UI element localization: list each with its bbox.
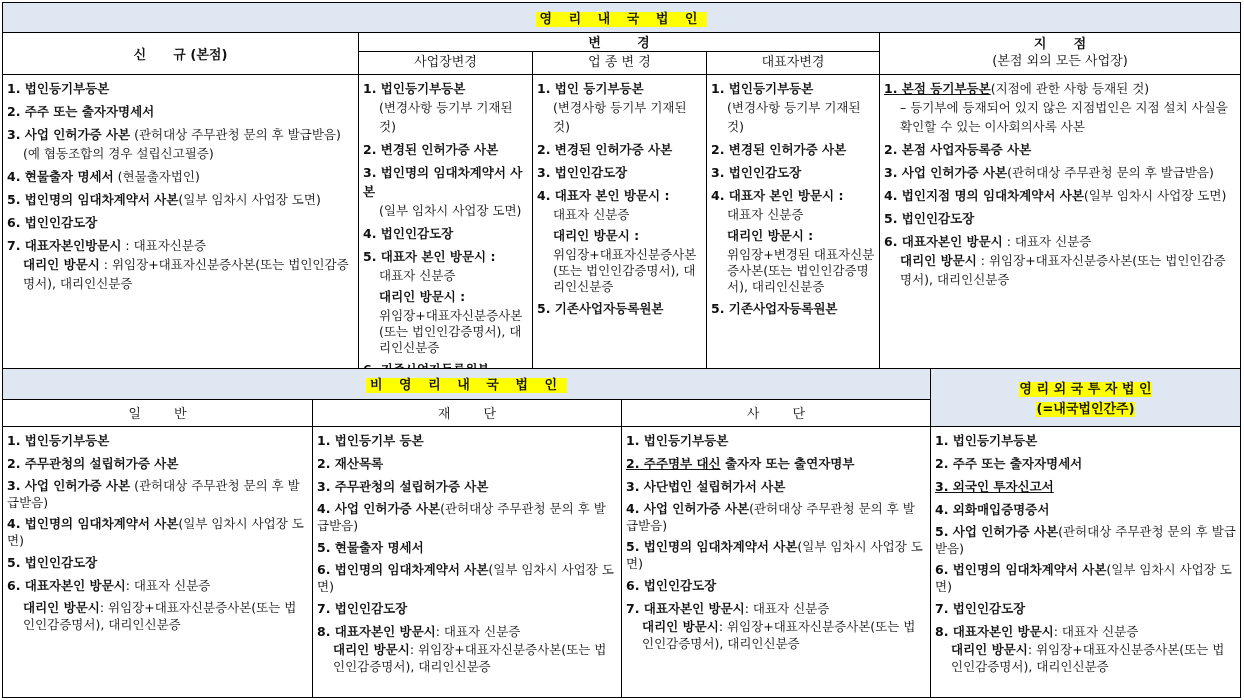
list-item: 4. 대표자 본인 방문시 :	[537, 188, 670, 203]
item-title: 6. 대표자본인 방문시	[884, 234, 1003, 249]
list-item	[884, 186, 1236, 205]
item-note: (지점에 관한 사항 등재된 것)	[990, 81, 1150, 96]
list-item	[317, 622, 617, 641]
item-note: (일부 임차시 사업장 도면)	[626, 539, 923, 571]
rep-change-label: 대표자변경	[761, 55, 825, 70]
list-item	[884, 163, 1236, 182]
list-note: 대리인 방문시 :	[727, 228, 814, 243]
item-title: 5. 법인명의 임대차계약서 사본	[626, 539, 798, 554]
item-note: : 대표자 신분증	[1053, 624, 1139, 639]
new-column	[2, 74, 359, 369]
list-item	[317, 561, 617, 595]
list-item: 2. 변경된 인허가증 사본	[537, 142, 673, 157]
bottom-title: 비 영 리 내 국 법 인	[366, 378, 567, 393]
list-item: 4. 외화매입증명증서	[935, 502, 1050, 517]
list-item	[884, 232, 1236, 251]
list-item: 3. 외국인 투자신고서	[935, 479, 1054, 494]
list-item: 1. 법인등기부등본	[363, 81, 466, 96]
list-item: 4. 대표자 본인 방문시 :	[711, 188, 844, 203]
list-note: (변경사항 등기부 기재된 것)	[727, 100, 861, 134]
item-title: 4. 법인지점 명의 임대차계약서 사본	[884, 188, 1084, 203]
list-note: 위임장+변경된 대표자신분증사본(또는 법인인감증명서), 대리인신분증	[727, 247, 875, 294]
change-header	[358, 32, 880, 52]
site-change-column	[358, 74, 533, 369]
list-note: 대표자 신분증	[553, 207, 630, 222]
list-item: 6. 법인인감도장	[7, 215, 98, 230]
list-note: 위임장+대표자신분증사본 (또는 법인인감증명서), 대리인신분증	[379, 308, 523, 355]
item-title: 4. 법인명의 임대차계약서 사본	[7, 516, 179, 531]
list-item	[7, 236, 354, 255]
list-item: 3. 법인인감도장	[711, 165, 802, 180]
item-title: 5. 사업 인허가증 사본	[935, 524, 1059, 539]
item-title: 7. 대표자본인방문시	[7, 238, 122, 253]
list-item	[626, 500, 926, 534]
list-note: 위임장+대표자신분증사본 (또는 법인인감증명서), 대리인신분증	[553, 247, 697, 294]
foundation-column	[312, 426, 622, 698]
list-item: 7. 법인인감도장	[317, 601, 408, 616]
list-item: 3. 법인인감도장	[537, 165, 628, 180]
branch-header	[879, 32, 1241, 75]
list-item: 5. 법인인감도장	[884, 211, 975, 226]
item-title: 대리인 방문시	[23, 257, 100, 272]
biz-change-header	[532, 51, 707, 75]
list-item: 3. 법인명의 임대차계약서 사본	[363, 165, 523, 199]
found-header	[312, 399, 622, 427]
list-item: 2. 본점 사업자등록증 사본	[884, 142, 1032, 157]
item-note: (관허대상 주무관청 문의 후 발급받음)	[7, 478, 300, 510]
new-header	[2, 32, 359, 75]
assoc-header	[621, 399, 931, 427]
item-note: (관허대상 주무관청 문의 후 발급받음)	[1007, 165, 1214, 180]
item-note: : 위임장+대표자신분증사본(또는 법인인감증명서), 대리인신분증	[333, 642, 607, 674]
foreign-title-text: 영 리 외 국 투 자 법 인	[1019, 382, 1152, 397]
list-item	[935, 561, 1236, 595]
item-note: (일부 임차시 사업장 도면)	[7, 516, 304, 548]
list-item: 5. 법인인감도장	[7, 555, 98, 570]
item-title: 4. 사업 인허가증 사본	[626, 501, 750, 516]
list-item: 1. 법인등기부등본	[7, 81, 110, 96]
list-item	[935, 622, 1236, 641]
list-item	[626, 454, 926, 473]
found-header-label: 재 단	[437, 407, 497, 422]
list-note: (예 협동조합의 경우 설립신고필증)	[23, 146, 214, 161]
rep-change-column	[706, 74, 880, 369]
item-note: (관허대상 주무관청 문의 후 발급받음)	[130, 127, 341, 142]
general-header-label: 일 반	[128, 407, 187, 422]
item-title: 3. 사업 인허가증 사본	[7, 478, 131, 493]
site-change-header	[358, 51, 533, 75]
list-item: 5. 현물출자 명세서	[317, 540, 424, 555]
item-title: 6. 대표자본인 방문시	[7, 578, 126, 593]
list-note: (일부 임차시 사업장 도면)	[379, 203, 522, 218]
new-header-label: 신 규 (본점)	[133, 48, 228, 63]
list-item	[884, 79, 1236, 98]
bottom-title-bar	[2, 368, 931, 400]
list-item	[7, 167, 354, 186]
item-title: 4. 현물출자 명세서	[7, 169, 114, 184]
item-title: 8. 대표자본인 방문시	[317, 624, 436, 639]
general-header	[2, 399, 313, 427]
item-title: 대리인 방문시	[23, 600, 100, 615]
list-item: 5. 대표자 본인 방문시 :	[363, 249, 496, 264]
list-note	[626, 618, 926, 652]
list-item: 7. 법인인감도장	[935, 601, 1026, 616]
site-change-label: 사업장변경	[414, 55, 477, 70]
item-title: 1. 본점 등기부등본	[884, 81, 991, 96]
list-item	[626, 599, 926, 618]
biz-change-column	[532, 74, 707, 369]
item-note: : 위임장+대표자신분증사본(또는 법인인감증명서), 대리인신분증	[900, 253, 1226, 287]
list-item: 1. 법인등기부 등본	[317, 433, 424, 448]
list-item	[7, 125, 354, 144]
branch-column	[879, 74, 1241, 369]
list-note: 대표자 신분증	[379, 268, 456, 283]
list-note	[317, 641, 617, 675]
biz-change-label: 업 종 변 경	[588, 55, 651, 70]
item-note: : 대표자 신분증	[744, 601, 830, 616]
list-note: (변경사항 등기부 기재된 것)	[379, 100, 513, 134]
item-note: : 위임장+대표자신분증사본(또는 법인인감증명서), 대리인신분증	[23, 257, 349, 291]
item-title: 대리인 방문시	[642, 619, 719, 634]
list-item: 4. 법인인감도장	[363, 226, 454, 241]
list-note: 대표자 신분증	[727, 207, 804, 222]
item-note: 출자자 또는 출연자명부	[720, 456, 855, 471]
list-item: 2. 변경된 인허가증 사본	[711, 142, 847, 157]
item-title: 대리인 방문시	[951, 642, 1028, 657]
list-note	[7, 255, 354, 293]
list-item: 1. 법인등기부등본	[935, 433, 1038, 448]
foreign-subtitle-text: (=내국법인간주)	[1036, 402, 1135, 417]
item-note: (일부 임차시 사업장 도면)	[178, 192, 321, 207]
item-title: 7. 대표자본인 방문시	[626, 601, 745, 616]
list-note: 대리인 방문시 :	[379, 289, 466, 304]
list-note	[884, 251, 1236, 289]
branch-header-label: 지 점	[1033, 37, 1087, 52]
item-title: 8. 대표자본인 방문시	[935, 624, 1054, 639]
item-title: 2. 주주명부 대신	[626, 456, 721, 471]
list-item: 1. 법인등기부등본	[7, 433, 110, 448]
list-item	[626, 538, 926, 572]
list-item: 1. 법인등기부등본	[626, 433, 729, 448]
rep-change-header	[706, 51, 880, 75]
list-note: – 등기부에 등재되어 있지 않은 지점법인은 지점 설치 사실을 확인할 수 있는 이사회의사록 사본	[900, 100, 1228, 134]
list-item: 2. 변경된 인허가증 사본	[363, 142, 499, 157]
list-note	[935, 641, 1236, 675]
list-item: 5. 기존사업자등록원본	[537, 301, 664, 316]
list-item	[7, 515, 308, 549]
foreign-title	[931, 379, 1240, 399]
list-item: 2. 주주 또는 출자자명세서	[935, 456, 1083, 471]
item-note: : 대표자 신분증	[435, 624, 521, 639]
list-item: 2. 재산목록	[317, 456, 384, 471]
item-note: (관허대상 주무관청 문의 후 발급받음)	[626, 501, 915, 533]
foreign-header	[930, 368, 1241, 427]
list-item: 5. 기존사업자등록원본	[711, 301, 838, 316]
list-item: 6. 법인인감도장	[626, 578, 717, 593]
list-item	[7, 190, 354, 209]
item-note: : 대표자 신분증	[125, 578, 211, 593]
list-item: 2. 주무관청의 설립허가증 사본	[7, 456, 179, 471]
association-column	[621, 426, 931, 698]
item-title: 6. 법인명의 임대차계약서 사본	[317, 562, 489, 577]
item-title: 대리인 방문시	[333, 642, 410, 657]
item-note: (일부 임차시 사업장 도면)	[317, 562, 614, 594]
item-note: (일부 임차시 사업장 도면)	[935, 562, 1232, 594]
item-note: : 대표자신분증	[121, 238, 207, 253]
item-note: (관허대상 주무관청 문의 후 발급받음)	[317, 501, 606, 533]
list-item: 3. 사단법인 설립허가서 사본	[626, 479, 786, 494]
assoc-header-label: 사 단	[746, 407, 806, 422]
item-note: (관허대상 주무관청 문의 후 발급받음)	[935, 524, 1236, 556]
top-title: 영 리 내 국 법 인	[536, 12, 708, 27]
list-item	[7, 576, 308, 595]
branch-header-sub: (본점 외의 모든 사업장)	[992, 54, 1128, 69]
item-title: 3. 사업 인허가증 사본	[884, 165, 1008, 180]
list-item: 1. 법인 등기부등본	[537, 81, 644, 96]
list-item	[7, 477, 308, 511]
item-note: : 위임장+대표자신분증사본(또는 법인인감증명서), 대리인신분증	[642, 619, 916, 651]
list-item: 3. 주무관청의 설립허가증 사본	[317, 479, 489, 494]
list-item	[935, 523, 1236, 557]
foreign-column	[930, 426, 1241, 698]
list-item: 2. 주주 또는 출자자명세서	[7, 104, 155, 119]
top-title-bar	[2, 2, 1241, 33]
list-note: (변경사항 등기부 기재된 것)	[553, 100, 687, 134]
list-note	[7, 599, 308, 633]
item-title: 4. 사업 인허가증 사본	[317, 501, 441, 516]
item-title: 대리인 방문시	[900, 253, 977, 268]
item-note: : 대표자 신분증	[1002, 234, 1092, 249]
item-note: (현물출자법인)	[113, 169, 200, 184]
item-note: : 위임장+대표자신분증사본(또는 법인인감증명서), 대리인신분증	[23, 600, 297, 632]
list-item	[317, 500, 617, 534]
item-title: 6. 법인명의 임대차계약서 사본	[935, 562, 1107, 577]
item-title: 5. 법인명의 임대차계약서 사본	[7, 192, 179, 207]
item-note: : 위임장+대표자신분증사본(또는 법인인감증명서), 대리인신분증	[951, 642, 1225, 674]
change-header-label: 변 경	[588, 36, 650, 51]
list-note: 대리인 방문시 :	[553, 228, 640, 243]
list-item: 1. 법인등기부등본	[711, 81, 814, 96]
item-note: (일부 임차시 사업장 도면)	[1083, 188, 1227, 203]
foreign-subtitle	[931, 399, 1240, 419]
item-title: 3. 사업 인허가증 사본	[7, 127, 131, 142]
general-column	[2, 426, 313, 698]
